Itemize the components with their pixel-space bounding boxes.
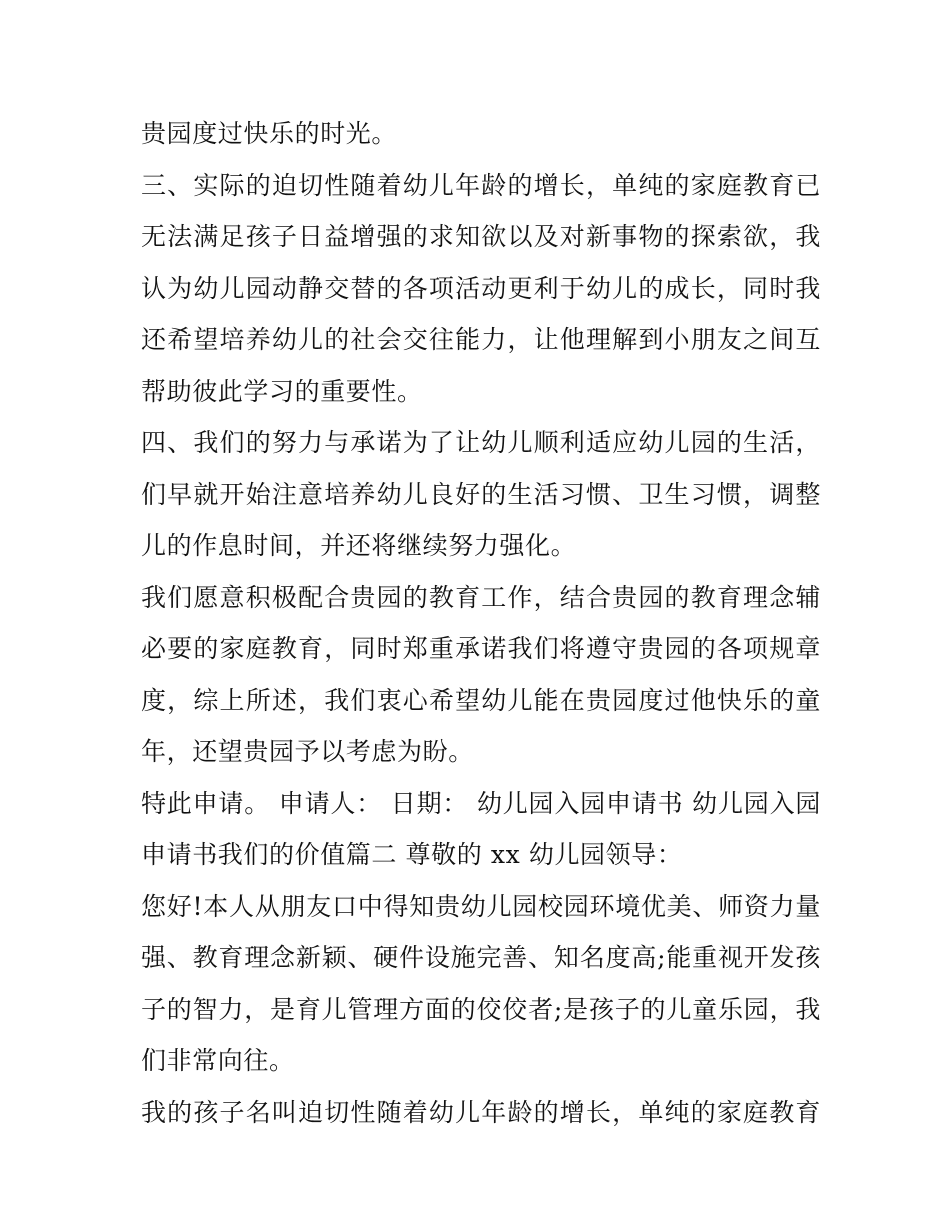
text-line: 您好!本人从朋友口中得知贵幼儿园校园环境优美、师资力量 bbox=[141, 891, 821, 921]
text-line: 们早就开始注意培养幼儿良好的生活习惯、卫生习惯，调整 bbox=[141, 479, 821, 509]
text-line: 儿的作息时间，并还将继续努力强化。 bbox=[141, 531, 577, 560]
text-line: 必要的家庭教育，同时郑重承诺我们将遵守贵园的各项规章 bbox=[141, 634, 821, 663]
text-line: 帮助彼此学习的重要性。 bbox=[141, 376, 423, 406]
text-line: 认为幼儿园动静交替的各项活动更利于幼儿的成长，同时我 bbox=[141, 273, 821, 303]
text-line: 度，综上所述，我们衷心希望幼儿能在贵园度过他快乐的童 bbox=[141, 685, 821, 715]
text-line: 特此申请。 申请人： 日期： 幼儿园入园申请书 幼儿园入园 bbox=[141, 788, 821, 818]
document-body bbox=[141, 108, 821, 1138]
text-line: 年，还望贵园予以考虑为盼。 bbox=[141, 737, 474, 766]
text-line: 我们愿意积极配合贵园的教育工作，结合贵园的教育理念辅 bbox=[141, 582, 821, 612]
text-line: 三、实际的迫切性随着幼儿年龄的增长，单纯的家庭教育已 bbox=[141, 170, 821, 200]
text-line: 还希望培养幼儿的社会交往能力，让他理解到小朋友之间互 bbox=[141, 325, 821, 354]
text-line: 四、我们的努力与承诺为了让幼儿顺利适应幼儿园的生活， bbox=[141, 428, 821, 457]
text-line: 我的孩子名叫迫切性随着幼儿年龄的增长，单纯的家庭教育 bbox=[141, 1097, 821, 1127]
text-line: 贵园度过快乐的时光。 bbox=[141, 119, 398, 148]
text-line: 申请书我们的价值篇二 尊敬的 xx 幼儿园领导： bbox=[141, 840, 683, 869]
text-line: 们非常向往。 bbox=[141, 1046, 295, 1075]
text-line: 强、教育理念新颖、硬件设施完善、知名度高;能重视开发孩 bbox=[141, 943, 821, 972]
text-line: 子的智力，是育儿管理方面的佼佼者;是孩子的儿童乐园，我 bbox=[141, 994, 821, 1024]
text-line: 无法满足孩子日益增强的求知欲以及对新事物的探索欲，我 bbox=[141, 222, 821, 251]
